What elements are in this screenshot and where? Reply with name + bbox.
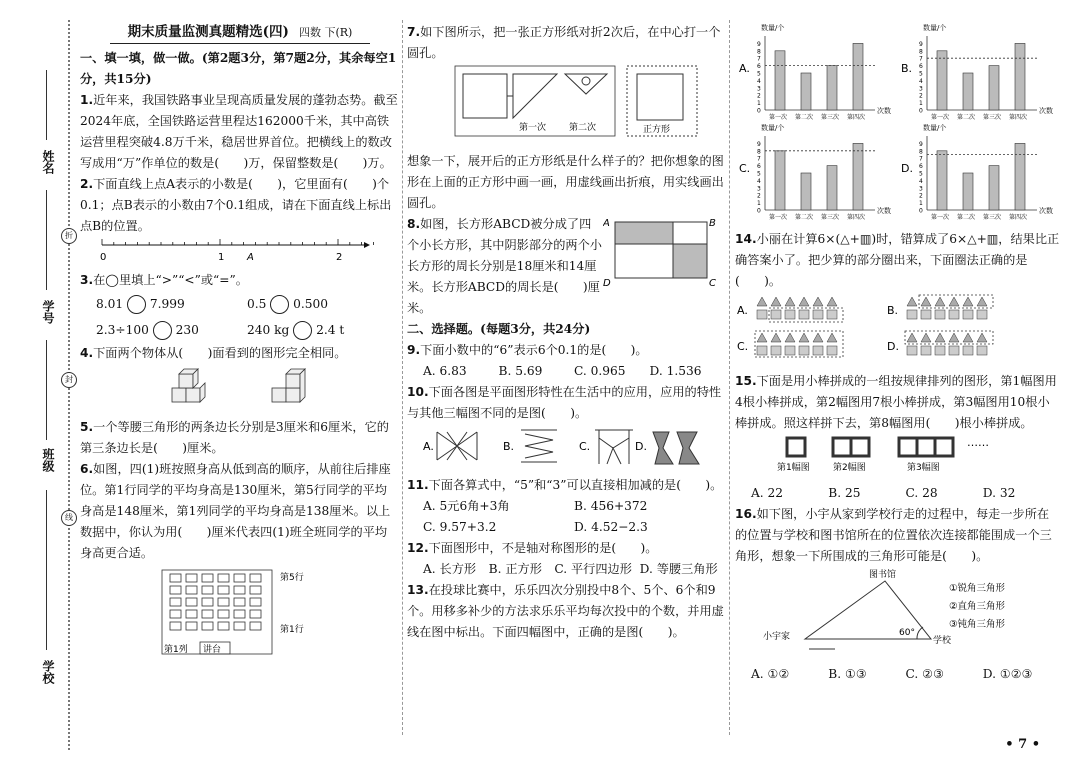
seat bbox=[186, 622, 197, 630]
answer-circle[interactable] bbox=[127, 295, 146, 314]
page-number: • 7 • bbox=[1005, 737, 1040, 752]
bar bbox=[801, 173, 811, 210]
category-label: 第四次 bbox=[1009, 214, 1028, 221]
tick-label-0: 0 bbox=[100, 252, 107, 263]
seat bbox=[170, 622, 181, 630]
class-label: 班级 bbox=[41, 448, 55, 472]
question-11 bbox=[407, 475, 725, 496]
option-letter[interactable]: A. bbox=[739, 62, 750, 75]
seat bbox=[202, 610, 213, 618]
bind-line bbox=[46, 190, 47, 290]
bar bbox=[853, 43, 863, 110]
question-text: 下面直线上点A表示的小数是( )，它里面有( )个0.1；点B表示的小数由7个0.1组成，请在下面直线上标出点B的位置。 bbox=[80, 177, 392, 233]
answer-circle[interactable] bbox=[270, 295, 289, 314]
option-letter[interactable]: D. bbox=[887, 340, 899, 353]
question-number: 15. bbox=[735, 374, 757, 388]
seat bbox=[170, 574, 181, 582]
tick-label: 7 bbox=[919, 55, 923, 63]
options-row bbox=[407, 496, 725, 517]
tick-label: 3 bbox=[757, 185, 761, 193]
tick-label: 4 bbox=[757, 177, 761, 185]
school-label: 学校 bbox=[933, 636, 952, 646]
question-number: 4. bbox=[80, 346, 94, 360]
point-a-label: A bbox=[247, 252, 254, 263]
seat bbox=[250, 586, 261, 594]
category-label: 第二次 bbox=[795, 114, 814, 121]
tick-label: 9 bbox=[919, 140, 923, 148]
category-label: 第一次 bbox=[931, 114, 950, 121]
q8-text-wrap bbox=[407, 214, 603, 319]
bar bbox=[775, 51, 785, 110]
option-d[interactable]: D. 32 bbox=[982, 486, 1016, 500]
seat bbox=[186, 610, 197, 618]
tick-label: 0 bbox=[757, 107, 761, 115]
tick-label: 0 bbox=[919, 207, 923, 215]
square-label: 正方形 bbox=[643, 125, 671, 135]
seat bbox=[202, 574, 213, 582]
category-label: 第二次 bbox=[957, 114, 976, 121]
seat bbox=[218, 622, 229, 630]
option-letter[interactable]: D. bbox=[901, 162, 913, 175]
vertex-c: C bbox=[709, 278, 716, 289]
choice-1: ①锐角三角形 bbox=[949, 583, 1006, 594]
tick-label: 0 bbox=[919, 107, 923, 115]
category-label: 第三次 bbox=[821, 114, 840, 121]
column-1 bbox=[80, 22, 398, 665]
question-text: 下面小数中的“6”表示6个0.1的是( )。 bbox=[420, 343, 648, 357]
seat bbox=[234, 610, 245, 618]
column-3 bbox=[735, 22, 1060, 685]
seat bbox=[170, 586, 181, 594]
category-label: 第四次 bbox=[847, 114, 866, 121]
tick-label: 1 bbox=[919, 200, 923, 208]
bar-graph bbox=[739, 23, 891, 121]
seat bbox=[170, 598, 181, 606]
question-text: 如图，长方形ABCD被分成了四个小长方形，其中阴影部分的两个小长方形的周长分别是18厘米和14厘米。长方形ABCD的周长是( )厘米。 bbox=[407, 217, 602, 315]
option-b[interactable]: B. 正方形 bbox=[488, 562, 542, 576]
category-label: 第三次 bbox=[983, 214, 1002, 221]
tick-label: 3 bbox=[919, 85, 923, 93]
seal-mark: 封 bbox=[61, 372, 77, 388]
library-label: 图书馆 bbox=[869, 570, 897, 580]
bar bbox=[937, 51, 947, 110]
options-row bbox=[407, 559, 725, 580]
option-d[interactable]: D. 1.536 bbox=[649, 364, 702, 378]
question-number: 5. bbox=[80, 420, 94, 434]
row1-label: 第1行 bbox=[280, 625, 304, 635]
seat bbox=[170, 610, 181, 618]
question-text: 一个等腰三角形的两条边长分别是3厘米和6厘米，它的第三条边长是( )厘米。 bbox=[80, 420, 389, 455]
tick-label: 8 bbox=[919, 148, 923, 156]
stick-pattern bbox=[735, 434, 1060, 476]
option-a[interactable]: A. ①② bbox=[751, 667, 790, 681]
question-number: 8. bbox=[407, 217, 421, 231]
left-value: 8.01 bbox=[96, 297, 124, 311]
col1-label: 第1列 bbox=[164, 645, 188, 655]
question-14 bbox=[735, 229, 1060, 292]
question-number: 1. bbox=[80, 93, 94, 107]
category-label: 第一次 bbox=[769, 114, 788, 121]
question-number: 13. bbox=[407, 583, 429, 597]
fold-mark: 折 bbox=[61, 228, 77, 244]
bar bbox=[963, 73, 973, 110]
tick-label: 3 bbox=[919, 185, 923, 193]
page-title bbox=[110, 22, 370, 44]
compare-item bbox=[96, 317, 247, 343]
seat bbox=[202, 598, 213, 606]
option-c[interactable]: C. bbox=[579, 440, 591, 453]
left-value: 240 kg bbox=[247, 323, 290, 337]
y-axis-label: 数量/个 bbox=[923, 124, 947, 132]
tick-label: 4 bbox=[919, 177, 923, 185]
tick-label: 7 bbox=[919, 155, 923, 163]
grouping-option[interactable] bbox=[887, 295, 993, 319]
line-mark: 线 bbox=[61, 510, 77, 526]
question-8 bbox=[407, 214, 725, 319]
rectangle-figure bbox=[603, 214, 721, 294]
options-row bbox=[407, 517, 725, 538]
x-axis-label: 次数 bbox=[877, 207, 891, 215]
fold-diagram bbox=[407, 64, 725, 144]
question-text: 在◯里填上“>”“<”或“=”。 bbox=[93, 273, 248, 287]
question-text: 如下图所示，把一张正方形纸对折2次后，在中心打一个圆孔。 bbox=[407, 25, 721, 60]
seat-diagram bbox=[80, 568, 380, 658]
right-value: 230 bbox=[175, 323, 199, 337]
option-d[interactable]: D. 4.52−2.3 bbox=[574, 520, 648, 534]
vertex-a: A bbox=[603, 218, 610, 229]
question-15 bbox=[735, 371, 1060, 434]
option-letter[interactable]: C. bbox=[737, 340, 749, 353]
cube-figures bbox=[80, 364, 380, 410]
question-text: 下面各算式中，“5”和“3”可以直接相加减的是( )。 bbox=[428, 478, 723, 492]
question-number: 2. bbox=[80, 177, 94, 191]
x-axis-label: 次数 bbox=[877, 107, 891, 115]
option-c[interactable]: C. 平行四边形 bbox=[554, 562, 632, 576]
option-a[interactable]: A. 22 bbox=[751, 486, 784, 500]
grouping-option[interactable] bbox=[887, 331, 993, 355]
option-a[interactable]: A. 5元6角+3角 bbox=[423, 499, 510, 513]
tick-label: 6 bbox=[757, 63, 761, 71]
option-d[interactable]: D. ①②③ bbox=[982, 667, 1033, 681]
left-value: 2.3÷100 bbox=[96, 323, 149, 337]
question-13 bbox=[407, 580, 725, 643]
bar bbox=[853, 143, 863, 210]
option-c[interactable]: C. 0.965 bbox=[574, 364, 626, 378]
column-divider bbox=[402, 20, 403, 735]
binding-margin bbox=[0, 0, 86, 763]
question-number: 9. bbox=[407, 343, 421, 357]
tick-label: 2 bbox=[919, 192, 923, 200]
seat bbox=[250, 622, 261, 630]
bar bbox=[1015, 143, 1025, 210]
options-row bbox=[735, 483, 1060, 504]
tick-label: 2 bbox=[919, 92, 923, 100]
figure3-label: 第3幅图 bbox=[907, 463, 940, 473]
question-text: 如下图，小宇从家到学校行走的过程中，每走一步所在的位置与学校和图书馆所在的位置依次连接都能围成一个三角形，想象一下所围成的三角形可能是( )。 bbox=[735, 507, 1052, 563]
question-4 bbox=[80, 343, 398, 364]
question-12 bbox=[407, 538, 725, 559]
tick-label: 5 bbox=[757, 70, 761, 78]
compare-row bbox=[80, 291, 398, 317]
tick-label: 5 bbox=[919, 170, 923, 178]
category-label: 第一次 bbox=[931, 214, 950, 221]
x-axis-label: 次数 bbox=[1039, 207, 1053, 215]
bar-graph-options bbox=[735, 22, 1060, 222]
right-value: 2.4 t bbox=[316, 323, 345, 337]
column-2 bbox=[407, 22, 725, 643]
bar-graph bbox=[901, 23, 1053, 121]
seat bbox=[234, 574, 245, 582]
second-fold-label: 第二次 bbox=[569, 123, 597, 133]
question-9 bbox=[407, 340, 725, 361]
question-number: 7. bbox=[407, 25, 421, 39]
tick-label: 5 bbox=[919, 70, 923, 78]
question-2 bbox=[80, 174, 398, 237]
question-text: 在投球比赛中，乐乐四次分别投中8个、5个、6个和9个。用移多补少的方法求乐乐平均每次投中的个数，并用虚线在图中标出。下面四幅图中，正确的是图( )。 bbox=[407, 583, 724, 639]
bind-line bbox=[46, 70, 47, 140]
tick-label-2: 2 bbox=[336, 252, 343, 263]
right-value: 7.999 bbox=[149, 297, 185, 311]
y-axis-label: 数量/个 bbox=[761, 24, 785, 32]
tick-label: 4 bbox=[757, 77, 761, 85]
bar bbox=[775, 151, 785, 210]
option-b[interactable]: B. 456+372 bbox=[574, 499, 648, 513]
category-label: 第二次 bbox=[795, 214, 814, 221]
figure2-label: 第2幅图 bbox=[833, 463, 866, 473]
answer-circle[interactable] bbox=[293, 321, 312, 340]
column-divider bbox=[729, 20, 730, 735]
bind-line bbox=[46, 340, 47, 440]
y-axis-label: 数量/个 bbox=[761, 124, 785, 132]
title-text: 期末质量监测真题精选(四) bbox=[127, 24, 289, 40]
seat bbox=[186, 574, 197, 582]
question-5 bbox=[80, 417, 398, 459]
tick-label: 6 bbox=[757, 163, 761, 171]
tick-label: 2 bbox=[757, 92, 761, 100]
question-7 bbox=[407, 22, 725, 64]
question-text: 下面图形中，不是轴对称图形的是( )。 bbox=[428, 541, 658, 555]
y-axis-label: 数量/个 bbox=[923, 24, 947, 32]
option-b[interactable]: B. 5.69 bbox=[498, 364, 543, 378]
tick-label: 9 bbox=[919, 40, 923, 48]
question-text: 小丽在计算6×(△+▥)时，错算成了6×△+▥，结果比正确答案小了。把少算的部分圈出来，下面圈法正确的是( )。 bbox=[735, 232, 1060, 288]
tick-label: 8 bbox=[919, 48, 923, 56]
question-3 bbox=[80, 270, 398, 291]
left-value: 0.5 bbox=[247, 297, 267, 311]
category-label: 第四次 bbox=[847, 214, 866, 221]
choice-2: ②直角三角形 bbox=[949, 601, 1006, 612]
question-number: 10. bbox=[407, 385, 429, 399]
shape-grouping-options bbox=[735, 292, 1060, 364]
option-c[interactable]: C. ②③ bbox=[905, 667, 944, 681]
compare-item bbox=[247, 291, 398, 317]
name-label: 姓名 bbox=[41, 150, 55, 174]
bar bbox=[827, 66, 837, 110]
tick-label: 7 bbox=[757, 155, 761, 163]
question-10 bbox=[407, 382, 725, 424]
question-number: 3. bbox=[80, 273, 94, 287]
question-16 bbox=[735, 504, 1060, 567]
question-text: 下面两个物体从( )面看到的图形完全相同。 bbox=[93, 346, 347, 360]
option-letter[interactable]: B. bbox=[901, 62, 913, 75]
triangle-diagram bbox=[735, 567, 1060, 657]
bind-line bbox=[46, 490, 47, 650]
tick-label: 0 bbox=[757, 207, 761, 215]
question-text: 想象一下，展开后的正方形纸是什么样子的？把你想象的图形在上面的正方形中画一画，用虚线画出折痕，用实线画出圆孔。 bbox=[407, 154, 724, 210]
bar bbox=[801, 73, 811, 110]
tick-label: 7 bbox=[757, 55, 761, 63]
answer-circle[interactable] bbox=[153, 321, 172, 340]
tick-label: 2 bbox=[757, 192, 761, 200]
option-a[interactable]: A. bbox=[423, 440, 434, 453]
question-6 bbox=[80, 459, 398, 564]
tick-label: 4 bbox=[919, 77, 923, 85]
option-b[interactable]: B. 25 bbox=[828, 486, 861, 500]
option-d[interactable]: D. bbox=[635, 440, 647, 453]
tick-label-1: 1 bbox=[218, 252, 225, 263]
seat bbox=[218, 586, 229, 594]
seat bbox=[218, 574, 229, 582]
figure1-label: 第1幅图 bbox=[777, 463, 810, 473]
subtitle-text: 四数 下(R) bbox=[298, 26, 353, 39]
home-label: 小宇家 bbox=[763, 632, 791, 642]
section-heading: 一、填一填，做一做。(第2题3分，第7题2分，其余每空1分，共15分) bbox=[80, 51, 397, 86]
grouping-option[interactable] bbox=[737, 331, 843, 357]
question-number: 12. bbox=[407, 541, 429, 555]
seat bbox=[218, 598, 229, 606]
seat bbox=[186, 586, 197, 594]
bar bbox=[1015, 43, 1025, 110]
podium-label: 讲台 bbox=[203, 645, 222, 655]
option-c[interactable]: C. 28 bbox=[905, 486, 938, 500]
tick-label: 1 bbox=[757, 200, 761, 208]
question-text: 下面是用小棒拼成的一组按规律排列的图形，第1幅图用4根小棒拼成，第2幅图用7根小棒拼成，第3幅图用10根小棒拼成。照这样拼下去，第8幅图用( )根小棒拼成。 bbox=[735, 374, 1057, 430]
application-pictures bbox=[407, 424, 725, 468]
vertex-b: B bbox=[709, 218, 716, 229]
seat bbox=[202, 622, 213, 630]
seat bbox=[234, 622, 245, 630]
number-line bbox=[80, 237, 380, 263]
category-label: 第四次 bbox=[1009, 114, 1028, 121]
seat bbox=[202, 586, 213, 594]
question-text: 近年来，我国铁路事业呈现高质量发展的蓬勃态势。截至2024年底，全国铁路运营里程达162000千米，其中高铁运营里程突破4.8万千米，稳居世界首位。把横线上的数改写成用“万”作单位的数是( )万，保留整数是( )万。 bbox=[80, 93, 398, 170]
option-d[interactable]: D. 等腰三角形 bbox=[639, 562, 718, 576]
tick-label: 9 bbox=[757, 40, 761, 48]
bar bbox=[989, 166, 999, 210]
option-a[interactable]: A. 长方形 bbox=[423, 562, 477, 576]
tick-label: 6 bbox=[919, 163, 923, 171]
compare-item bbox=[96, 291, 247, 317]
school-label: 学校 bbox=[41, 660, 55, 684]
question-number: 6. bbox=[80, 462, 94, 476]
option-b[interactable]: B. ①③ bbox=[828, 667, 867, 681]
bar bbox=[989, 66, 999, 110]
seat bbox=[186, 598, 197, 606]
row5-label: 第5行 bbox=[280, 573, 304, 583]
option-letter[interactable]: C. bbox=[739, 162, 751, 175]
student-id-label: 学号 bbox=[41, 300, 55, 324]
bar bbox=[937, 151, 947, 210]
x-axis-label: 次数 bbox=[1039, 107, 1053, 115]
seat bbox=[250, 574, 261, 582]
bar bbox=[963, 173, 973, 210]
vertex-d: D bbox=[603, 278, 611, 289]
right-value: 0.500 bbox=[293, 297, 329, 311]
tick-label: 5 bbox=[757, 170, 761, 178]
section-heading: 二、选择题。(每题3分，共24分) bbox=[407, 322, 591, 336]
bar bbox=[827, 166, 837, 210]
category-label: 第三次 bbox=[821, 214, 840, 221]
option-b[interactable]: B. bbox=[503, 440, 515, 453]
option-letter[interactable]: B. bbox=[887, 304, 899, 317]
compare-item bbox=[247, 317, 398, 343]
options-row bbox=[735, 664, 1060, 685]
tick-label: 8 bbox=[757, 48, 761, 56]
option-a[interactable]: A. 6.83 bbox=[423, 364, 467, 378]
seat bbox=[234, 586, 245, 594]
bar-graph bbox=[901, 123, 1053, 221]
category-label: 第二次 bbox=[957, 214, 976, 221]
first-fold-label: 第一次 bbox=[519, 123, 547, 133]
tick-label: 9 bbox=[757, 140, 761, 148]
grouping-option[interactable] bbox=[737, 297, 843, 322]
option-letter[interactable]: A. bbox=[737, 304, 748, 317]
question-text: 下面各图是平面图形特性在生活中的应用，应用的特性与其他三幅图不同的是图( )。 bbox=[407, 385, 722, 420]
seat bbox=[250, 610, 261, 618]
question-number: 14. bbox=[735, 232, 757, 246]
question-text: 如图，四(1)班按照身高从低到高的顺序，从前往后排座位。第1行同学的平均身高是130厘米，第5行同学的平均身高是148厘米，第1列同学的平均身高是138厘米。以上数据中，你认为用( )厘米代表四(1)班全班同学的平均身高更合适。 bbox=[80, 462, 391, 560]
bar-graph bbox=[739, 123, 891, 221]
option-c[interactable]: C. 9.57+3.2 bbox=[423, 520, 497, 534]
question-1 bbox=[80, 90, 398, 174]
ellipsis: …… bbox=[967, 436, 989, 449]
question-7-cont bbox=[407, 151, 725, 214]
question-number: 16. bbox=[735, 507, 757, 521]
compare-row bbox=[80, 317, 398, 343]
tick-label: 6 bbox=[919, 63, 923, 71]
seat bbox=[234, 598, 245, 606]
tick-label: 3 bbox=[757, 85, 761, 93]
angle-label: 60° bbox=[899, 628, 915, 638]
choice-3: ③钝角三角形 bbox=[949, 619, 1006, 630]
question-number: 11. bbox=[407, 478, 429, 492]
tick-label: 1 bbox=[757, 100, 761, 108]
options-row bbox=[407, 361, 725, 382]
category-label: 第一次 bbox=[769, 214, 788, 221]
tick-label: 8 bbox=[757, 148, 761, 156]
tick-label: 1 bbox=[919, 100, 923, 108]
seat bbox=[218, 610, 229, 618]
seat bbox=[250, 598, 261, 606]
category-label: 第三次 bbox=[983, 114, 1002, 121]
